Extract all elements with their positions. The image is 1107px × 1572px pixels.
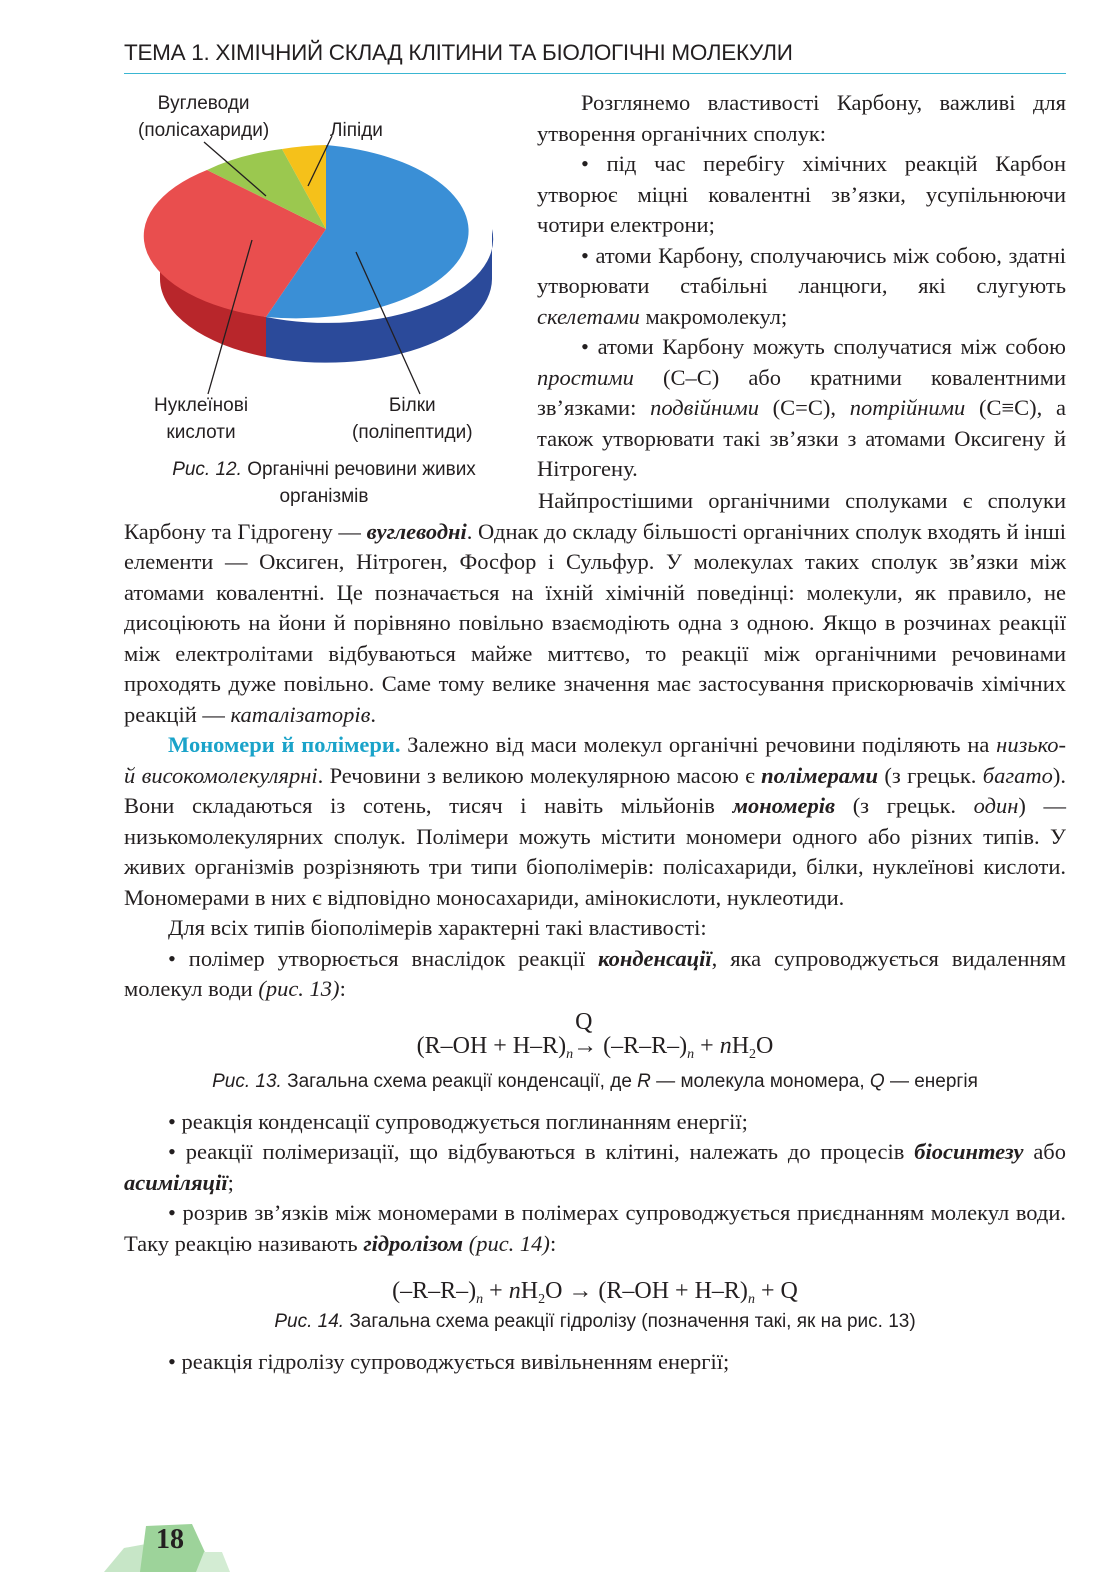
bullet-carbon-1: • під час перебігу хімічних реакцій Карбон утворює міцні ковалентні зв’язки, усупільнюючи чотири електрони;: [537, 151, 1066, 237]
figure-14-caption: Рис. 14. Загальна схема реакції гідролізу (позначення такі, як на рис. 13): [274, 1311, 916, 1332]
header-rule: [124, 73, 1066, 74]
paragraph-monomers-polymers: Мономери й полімери. Залежно від маси молекул органічні речовини поділяють на низько- й високомолекулярні. Речовини з великою молекулярною масою є полімерами (з грецьк. багато). Вони складаються із сотень, тисяч і навіть мільйонів мономерів (з грецьк. один) — низькомолекулярних сполук. Полімери можуть містити мономери одного або різних типів. У живих організмів розрізняють три типи біополімерів: полісахариди, білки, нуклеїнові кислоти. Мономерами в них є відповідно моносахариди, амінокислоти, нуклеотиди.: [124, 732, 1066, 910]
formula-q-over-arrow: Q: [575, 1008, 593, 1035]
bullet-energy-release: • реакція гідролізу супроводжується вивільненням енергії;: [168, 1349, 730, 1374]
right-column-text: [537, 88, 1066, 485]
label-lipids: Ліпіди: [330, 120, 383, 141]
paragraph-properties-intro: Для всіх типів біополімерів характерні такі властивості:: [168, 915, 707, 940]
label-proteins-line1: Білки: [388, 395, 436, 416]
intro-paragraph: Розглянемо властивості Карбону, важливі для утворення органічних сполук:: [537, 90, 1066, 146]
bullet-polymerization: • реакції полімеризації, що відбуваються в клітині, належать до процесів біосинтезу або асиміляції;: [124, 1139, 1067, 1195]
label-carbs: [138, 90, 269, 144]
caption-prefix: Рис. 12.: [172, 459, 242, 480]
page-number: 18: [156, 1524, 184, 1555]
label-nucleic-line1: Нуклеїнові: [154, 395, 249, 416]
label-proteins-line2: (поліпептиди): [352, 422, 473, 443]
label-carbs-line1: Вуглеводи: [157, 93, 250, 114]
page-header-title: ТЕМА 1. ХІМІЧНИЙ СКЛАД КЛІТИНИ ТА БІОЛОГІЧНІ МОЛЕКУЛИ: [124, 40, 793, 65]
formula-hydrolysis: $(-R-R-)_n + nH_2O \to (R-OH + H-R)_n + Q$: [392, 1278, 798, 1307]
bullet-carbon-2: • атоми Карбону, сполучаючись між собою, здатні утворювати стабільні ланцюги, які слугують скелетами макромолекул;: [537, 242, 1066, 329]
section-heading-monomers: Мономери й полімери.: [168, 732, 401, 757]
caption-text: Органічні речовини живих: [247, 459, 476, 480]
label-carbs-line2: (полісахариди): [138, 120, 270, 141]
label-nucleic-line2: кислоти: [166, 422, 236, 443]
caption-text-2: організмів: [279, 486, 369, 507]
bullet-energy-absorption: • реакція конденсації супроводжується поглинанням енергії;: [168, 1108, 748, 1134]
label-nucleic: [154, 392, 248, 446]
main-text: [124, 486, 1066, 1378]
paragraph-hydrocarbons: Найпростішими органічними сполуками є сполуки Карбону та Гідрогену — вуглеводні. Однак до складу більшості органічних сполук входять й інші елементи — Оксиген, Нітроген, Фосфор і Сульфур. У молекулах таких сполук зв’язки між атомами ковалентні. Це позначається на їхній хімічній поведінці: молекули, як правило, не дисоціюють на йони й порівняно повільно взаємодіють одна з одною. Якщо в розчинах реакції між електролітами відбуваються майже миттєво, то реакції між органічними речовинами проходять дуже повільно. Саме тому велике значення має застосування прискорювачів хімічних реакцій — каталізаторів.: [124, 488, 1067, 727]
bullet-hydrolysis: • розрив зв’язків між мономерами в полімерах супроводжується приєднанням молекул води. Таку реакцію називають гідролізом (рис. 14):: [124, 1200, 1066, 1256]
figure-13-caption: Рис. 13. Загальна схема реакції конденсації, де R — молекула мономера, Q — енергія: [212, 1070, 978, 1092]
formula-condensation: $(R-OH + H-R)_n$ Q → $(-R-R-)_n + nH_2O$: [416, 1008, 774, 1062]
label-proteins: [352, 392, 473, 446]
figure-12: [124, 84, 524, 514]
bullet-condensation: • полімер утворюється внаслідок реакції конденсації, яка супроводжується видаленням молекул води (рис. 13):: [124, 945, 1066, 1001]
bullet-carbon-3: • атоми Карбону можуть сполучатися між собою простими (С–С) або кратними ковалентними зв’язками: подвійними (С=С), потрійними (С≡С), а також утворювати такі зв’язки з атомами Оксигену й Нітрогену.: [537, 334, 1066, 481]
